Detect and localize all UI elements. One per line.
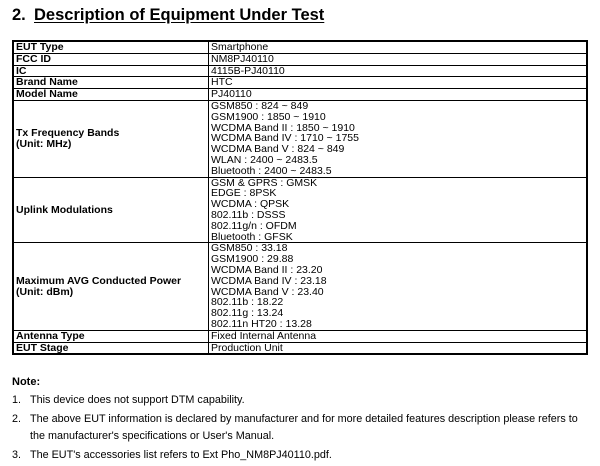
note-number: 2. (12, 413, 22, 425)
row-value-line: WCDMA Band II : 1850 ~ 1910 (211, 121, 355, 134)
table-row (13, 342, 587, 354)
row-value-line: Fixed Internal Antenna (211, 329, 317, 342)
row-value (209, 330, 588, 342)
row-value (209, 53, 588, 65)
row-value-line: 4115B-PJ40110 (211, 64, 285, 77)
row-label (13, 89, 209, 101)
row-value-line: Bluetooth : GFSK (211, 230, 293, 243)
row-label-line: Tx Frequency Bands (16, 126, 120, 139)
row-value-line: WCDMA Band V : 23.40 (211, 285, 324, 298)
row-label-line: Maximum AVG Conducted Power (16, 274, 182, 287)
row-label-line: FCC ID (16, 52, 51, 65)
row-value-line: Bluetooth : 2400 ~ 2483.5 (211, 164, 332, 177)
note-item (12, 392, 592, 409)
row-label-line: (Unit: MHz) (16, 137, 72, 150)
row-label (13, 100, 209, 177)
row-value-line: EDGE : 8PSK (211, 187, 277, 200)
row-value-line: WLAN : 2400 ~ 2483.5 (211, 153, 318, 166)
row-label (13, 65, 209, 77)
row-label-line: EUT Type (16, 41, 64, 53)
note-item (12, 447, 592, 464)
note-number: 1. (12, 394, 22, 406)
eut-spec-table (12, 40, 588, 355)
row-value-line: GSM & GPRS : GMSK (211, 176, 318, 189)
row-label-line: IC (16, 64, 27, 77)
row-value-line: GSM1900 : 1850 ~ 1910 (211, 110, 326, 123)
row-label (13, 53, 209, 65)
notes-title: Note: (12, 376, 41, 388)
row-value-line: WCDMA Band IV : 1710 ~ 1755 (211, 132, 359, 145)
row-label-line: Model Name (16, 88, 78, 101)
table-row (13, 89, 587, 101)
row-value-line: GSM1900 : 29.88 (211, 253, 294, 266)
section-title: Description of Equipment Under Test (34, 6, 325, 24)
table-row (13, 243, 587, 330)
row-value-line: 802.11b : DSSS (211, 208, 286, 221)
row-value-line: PJ40110 (211, 88, 252, 101)
row-value-line: HTC (211, 76, 233, 89)
row-value-line: GSM850 : 33.18 (211, 242, 288, 255)
row-value (209, 41, 588, 53)
row-value (209, 100, 588, 177)
row-value-line: NM8PJ40110 (211, 52, 274, 65)
row-label (13, 330, 209, 342)
row-value (209, 89, 588, 101)
row-value-line: WCDMA Band V : 824 ~ 849 (211, 143, 345, 156)
table-row (13, 177, 587, 243)
table-row (13, 65, 587, 77)
row-value-line: 802.11n HT20 : 13.28 (211, 317, 312, 330)
row-label (13, 77, 209, 89)
section-heading (12, 6, 324, 25)
table-row (13, 100, 587, 177)
row-label-line: Brand Name (16, 76, 78, 89)
row-label-line: EUT Stage (16, 341, 69, 354)
row-label-line: Antenna Type (16, 329, 85, 342)
row-label (13, 177, 209, 243)
row-value-line: WCDMA Band II : 23.20 (211, 263, 323, 276)
table-row (13, 41, 587, 53)
row-value-line: 802.11b : 18.22 (211, 296, 284, 309)
row-label-line: Uplink Modulations (16, 203, 113, 216)
row-value (209, 77, 588, 89)
note-number: 3. (12, 449, 22, 461)
note-text: The EUT's accessories list refers to Ext Pho_NM8PJ40110.pdf. (30, 449, 332, 461)
notes-section (12, 376, 592, 466)
row-value (209, 243, 588, 330)
row-value-line: WCDMA Band IV : 23.18 (211, 274, 327, 287)
row-label (13, 243, 209, 330)
section-number: 2. (12, 6, 26, 24)
row-value-line: 802.11g : 13.24 (211, 307, 284, 320)
table-row (13, 330, 587, 342)
row-label (13, 342, 209, 354)
row-value-line: Smartphone (211, 41, 269, 53)
note-item (12, 411, 592, 445)
row-value (209, 342, 588, 354)
table-row (13, 77, 587, 89)
note-text: This device does not support DTM capability. (30, 394, 245, 406)
note-text: The above EUT information is declared by manufacturer and for more detailed features description please refers to the manufacturer's specifications or User's Manual. (30, 413, 578, 442)
row-value (209, 177, 588, 243)
table-row (13, 53, 587, 65)
row-value-line: Production Unit (211, 341, 283, 354)
row-value (209, 65, 588, 77)
row-value-line: WCDMA : QPSK (211, 198, 290, 211)
notes-list (12, 392, 592, 464)
row-label-line: (Unit: dBm) (16, 285, 74, 298)
eut-spec-table-body (13, 41, 587, 354)
row-label (13, 41, 209, 53)
row-value-line: GSM850 : 824 ~ 849 (211, 99, 309, 112)
row-value-line: 802.11g/n : OFDM (211, 219, 297, 232)
